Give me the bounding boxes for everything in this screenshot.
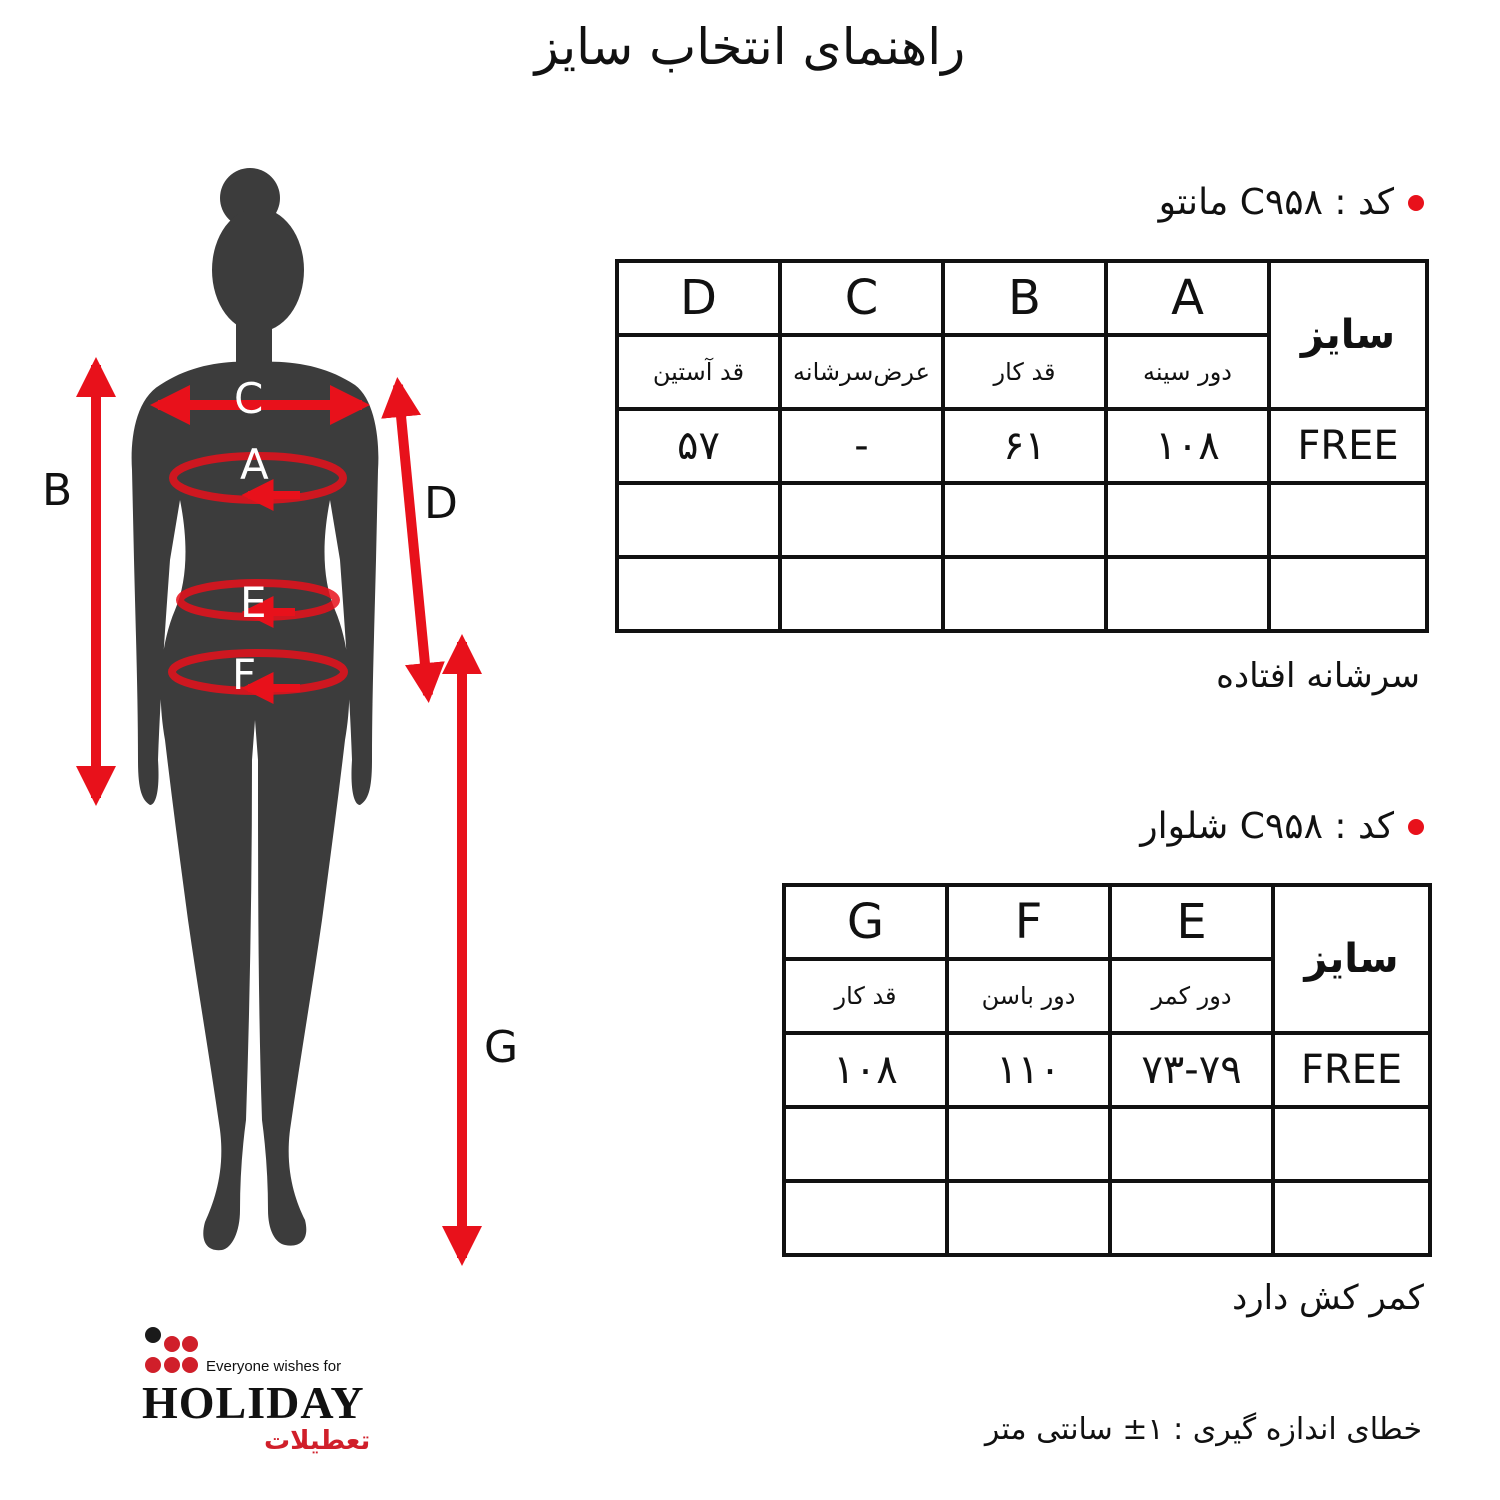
pants-header-letter: F	[947, 885, 1110, 959]
label-a: A	[240, 440, 269, 489]
label-g: G	[484, 1022, 519, 1073]
pants-header-label: دور باسن	[947, 959, 1110, 1033]
pants-size-table	[782, 883, 1432, 1257]
body-measurement-figure	[0, 150, 560, 1290]
coat-note: سرشانه افتاده	[1216, 656, 1420, 696]
coat-value: -	[780, 409, 943, 483]
measurement-error-note: خطای اندازه گیری : ۱± سانتی متر	[984, 1412, 1422, 1447]
coat-value: ۵۷	[617, 409, 780, 483]
label-c: C	[234, 374, 264, 423]
label-b: B	[42, 465, 73, 516]
coat-code	[1159, 182, 1424, 223]
pants-header-label: قد کار	[784, 959, 947, 1033]
coat-header-letter: D	[617, 261, 780, 335]
holiday-logo	[140, 1322, 380, 1462]
coat-value: ۶۱	[943, 409, 1106, 483]
coat-value: ۱۰۸	[1106, 409, 1269, 483]
logo-tagline: Everyone wishes for	[206, 1358, 342, 1375]
coat-header-label: قد آستین	[617, 335, 780, 409]
label-f: F	[232, 650, 257, 699]
logo-dots-icon	[140, 1322, 206, 1378]
coat-header-size: سایز	[1269, 261, 1427, 409]
page-title: راهنمای انتخاب سایز	[534, 18, 966, 76]
pants-header-label: دور کمر	[1110, 959, 1273, 1033]
bullet-dot	[1408, 195, 1424, 211]
measure-d-arrow	[398, 385, 428, 695]
pants-code	[1140, 806, 1424, 847]
silhouette	[132, 168, 379, 1250]
bullet-dot	[1408, 819, 1424, 835]
coat-header-letter: A	[1106, 261, 1269, 335]
pants-value: ۷۳-۷۹	[1110, 1033, 1273, 1107]
coat-header-letter: C	[780, 261, 943, 335]
pants-code-label: کد : C۹۵۸ شلوار	[1140, 806, 1394, 847]
pants-header-size: سایز	[1273, 885, 1430, 1033]
coat-size-value: FREE	[1269, 409, 1427, 483]
pants-value: ۱۱۰	[947, 1033, 1110, 1107]
coat-header-label: قد کار	[943, 335, 1106, 409]
pants-header-letter: E	[1110, 885, 1273, 959]
label-d: D	[424, 478, 458, 529]
coat-header-letter: B	[943, 261, 1106, 335]
pants-size-value: FREE	[1273, 1033, 1430, 1107]
coat-header-label: دور سینه	[1106, 335, 1269, 409]
logo-brand-fa: تعطیلات	[264, 1426, 371, 1456]
pants-note: کمر کش دارد	[1232, 1278, 1424, 1318]
coat-size-table	[615, 259, 1429, 633]
coat-header-label: عرض‌سرشانه	[780, 335, 943, 409]
label-e: E	[240, 578, 267, 627]
pants-value: ۱۰۸	[784, 1033, 947, 1107]
logo-brand: HOLIDAY	[142, 1377, 365, 1428]
pants-header-letter: G	[784, 885, 947, 959]
coat-code-label: کد : C۹۵۸ مانتو	[1158, 182, 1394, 223]
